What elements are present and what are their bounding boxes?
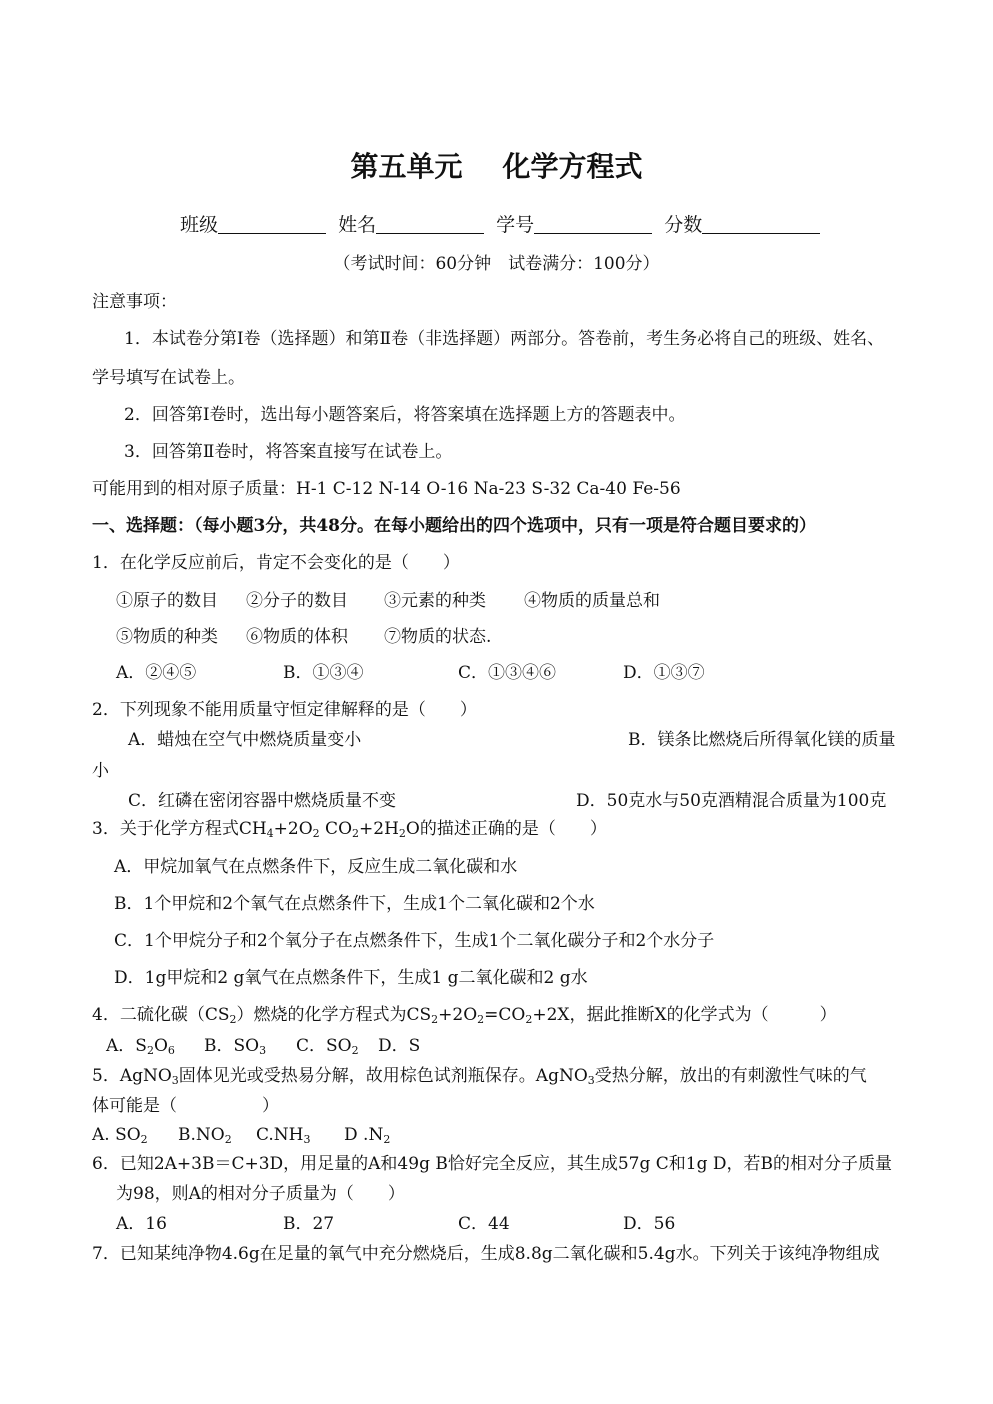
q6-option-c[interactable]: C．44 [458, 1214, 510, 1234]
q1-item: ⑤物质的种类 [116, 627, 218, 647]
q5-stem-text: 5．AgNO [92, 1066, 172, 1086]
q5-option-a[interactable] [92, 1124, 178, 1146]
q1-item: ②分子的数目 [246, 591, 348, 611]
q4-option-d[interactable]: D．S [378, 1036, 421, 1056]
q3-option-b[interactable]: B．1个甲烷和2个氧气在点燃条件下，生成1个二氧化碳和2个水 [114, 894, 595, 914]
q5-option-d[interactable] [344, 1124, 390, 1146]
q4-option-text: A．S [106, 1036, 147, 1056]
class-label: 班级 [180, 214, 219, 236]
score-field[interactable] [702, 215, 820, 234]
q5-option-text: C.NH [256, 1125, 304, 1145]
q4-stem-text: ）燃烧的化学方程式为CS [236, 1005, 432, 1025]
subscript: 2 [352, 827, 360, 840]
subscript: 2 [398, 827, 406, 840]
subscript: 2 [140, 1133, 148, 1146]
q5-option-c[interactable] [256, 1124, 344, 1146]
q4-option-text: O [153, 1036, 168, 1056]
q3-option-c[interactable]: C．1个甲烷分子和2个氧分子在点燃条件下，生成1个二氧化碳分子和2个水分子 [114, 931, 715, 951]
q5-stem-text: 固体见光或受热易分解，故用棕色试剂瓶保存。AgNO [178, 1066, 588, 1086]
subscript: 2 [477, 1013, 485, 1026]
q5-stem [92, 1065, 867, 1087]
subscript: 2 [525, 1013, 533, 1026]
subscript: 2 [431, 1013, 439, 1026]
student-id-label: 学号 [496, 214, 535, 236]
q3-stem-text: +2O [273, 819, 313, 839]
q3-option-a[interactable]: A．甲烷加氧气在点燃条件下，反应生成二氧化碳和水 [114, 857, 518, 877]
q2-option-b[interactable]: B．镁条比燃烧后所得氧化镁的质量 [628, 730, 896, 750]
page-title [0, 150, 993, 184]
q3-stem [92, 818, 607, 840]
q1-option-b[interactable]: B．①③④ [283, 663, 364, 683]
q1-items-row1 [116, 590, 660, 612]
subscript: 2 [351, 1044, 359, 1057]
q3-stem-text: 3．关于化学方程式CH [92, 819, 267, 839]
subscript: 2 [146, 1044, 154, 1057]
q4-stem [92, 1004, 837, 1026]
notice-heading: 注意事项： [92, 292, 177, 312]
q6-option-b[interactable]: B．27 [283, 1214, 335, 1234]
notice-item-1: 1．本试卷分第Ⅰ卷（选择题）和第Ⅱ卷（非选择题）两部分。答卷前，考生务必将自己的班级、姓名、 [124, 329, 885, 349]
q4-stem-text: 4．二硫化碳（CS [92, 1005, 230, 1025]
q4-option-a[interactable] [106, 1035, 204, 1057]
q2-option-a[interactable]: A．蜡烛在空气中燃烧质量变小 [128, 730, 362, 750]
q6-stem: 6．已知2A+3B＝C+3D，用足量的A和49g B恰好完全反应，其生成57g C和1g D，若B的相对分子质量 [92, 1154, 892, 1174]
student-id-field[interactable] [534, 215, 652, 234]
q4-option-text: C．SO [296, 1036, 352, 1056]
q1-option-c[interactable]: C．①③④⑥ [458, 663, 557, 683]
q5-stem-cont: 体可能是（ ） [92, 1096, 279, 1116]
class-field[interactable] [218, 215, 326, 234]
subscript: 3 [171, 1074, 179, 1087]
name-field[interactable] [376, 215, 484, 234]
exam-meta: （考试时间：60分钟 试卷满分：100分） [333, 254, 660, 274]
subscript: 2 [383, 1133, 391, 1146]
q1-items-row2 [116, 626, 491, 648]
q2-option-c[interactable]: C．红磷在密闭容器中燃烧质量不变 [128, 791, 397, 811]
q1-item: ⑦物质的状态. [384, 627, 492, 647]
subscript: 4 [266, 827, 274, 840]
q5-option-b[interactable] [178, 1124, 256, 1146]
q1-item: ③元素的种类 [384, 591, 486, 611]
q4-stem-text: +2O [438, 1005, 478, 1025]
name-label: 姓名 [338, 214, 377, 236]
notice-item-1-cont: 学号填写在试卷上。 [92, 368, 245, 388]
q5-options [92, 1124, 390, 1146]
section-heading: 一、选择题：（每小题3分，共48分。在每小题给出的四个选项中，只有一项是符合题目要求的） [92, 516, 816, 536]
q4-stem-text: =CO [484, 1005, 526, 1025]
q5-option-text: D .N [344, 1125, 384, 1145]
subscript: 6 [167, 1044, 175, 1057]
q3-option-d[interactable]: D．1g甲烷和2 g氧气在点燃条件下，生成1 g二氧化碳和2 g水 [114, 968, 588, 988]
notice-item-3: 3．回答第Ⅱ卷时，将答案直接写在试卷上。 [124, 442, 453, 462]
subscript: 3 [587, 1074, 595, 1087]
q1-option-d[interactable]: D．①③⑦ [623, 663, 705, 683]
subscript: 2 [224, 1133, 232, 1146]
q2-stem: 2．下列现象不能用质量守恒定律解释的是（ ） [92, 700, 477, 720]
q1-item: ④物质的质量总和 [524, 591, 660, 611]
title-topic: 化学方程式 [502, 150, 643, 183]
q1-stem: 1．在化学反应前后，肯定不会变化的是（ ） [92, 553, 460, 573]
q1-options [116, 662, 705, 684]
q5-option-text: A. SO [92, 1125, 141, 1145]
q6-options [116, 1213, 675, 1235]
subscript: 2 [229, 1013, 237, 1026]
q4-option-text: B．SO [204, 1036, 260, 1056]
subscript: 3 [303, 1133, 311, 1146]
q6-option-a[interactable]: A．16 [116, 1214, 167, 1234]
q1-item: ⑥物质的体积 [246, 627, 348, 647]
q4-option-c[interactable] [296, 1035, 378, 1057]
q4-stem-text: +2X，据此推断X的化学式为（ ） [532, 1005, 837, 1025]
q4-option-b[interactable] [204, 1035, 296, 1057]
q3-stem-text: O的描述正确的是（ ） [405, 819, 607, 839]
q6-stem-cont: 为98，则A的相对分子质量为（ ） [116, 1184, 405, 1204]
title-unit: 第五单元 [350, 150, 463, 183]
atomic-masses: 可能用到的相对原子质量：H-1 C-12 N-14 O-16 Na-23 S-32 Ca-40 Fe-56 [92, 479, 681, 499]
q4-options [106, 1035, 420, 1057]
q2-option-d[interactable]: D．50克水与50克酒精混合质量为100克 [576, 791, 887, 811]
q3-stem-text: +2H [359, 819, 399, 839]
q5-option-text: B.NO [178, 1125, 225, 1145]
notice-item-2: 2．回答第Ⅰ卷时，选出每小题答案后，将答案填在选择题上方的答题表中。 [124, 405, 686, 425]
subscript: 2 [312, 827, 320, 840]
q7-stem: 7．已知某纯净物4.6g在足量的氧气中充分燃烧后，生成8.8g二氧化碳和5.4g水。下列关于该纯净物组成 [92, 1244, 880, 1264]
q6-option-d[interactable]: D．56 [623, 1214, 676, 1234]
q1-item: ①原子的数目 [116, 591, 218, 611]
score-label: 分数 [664, 214, 703, 236]
q5-stem-text: 受热分解，放出的有刺激性气味的气 [594, 1066, 867, 1086]
subscript: 3 [259, 1044, 267, 1057]
q1-option-a[interactable]: A．②④⑤ [116, 663, 197, 683]
q2-option-b-wrap: 小 [92, 761, 109, 781]
q3-stem-text: CO [319, 819, 353, 839]
student-info-row [180, 214, 826, 236]
